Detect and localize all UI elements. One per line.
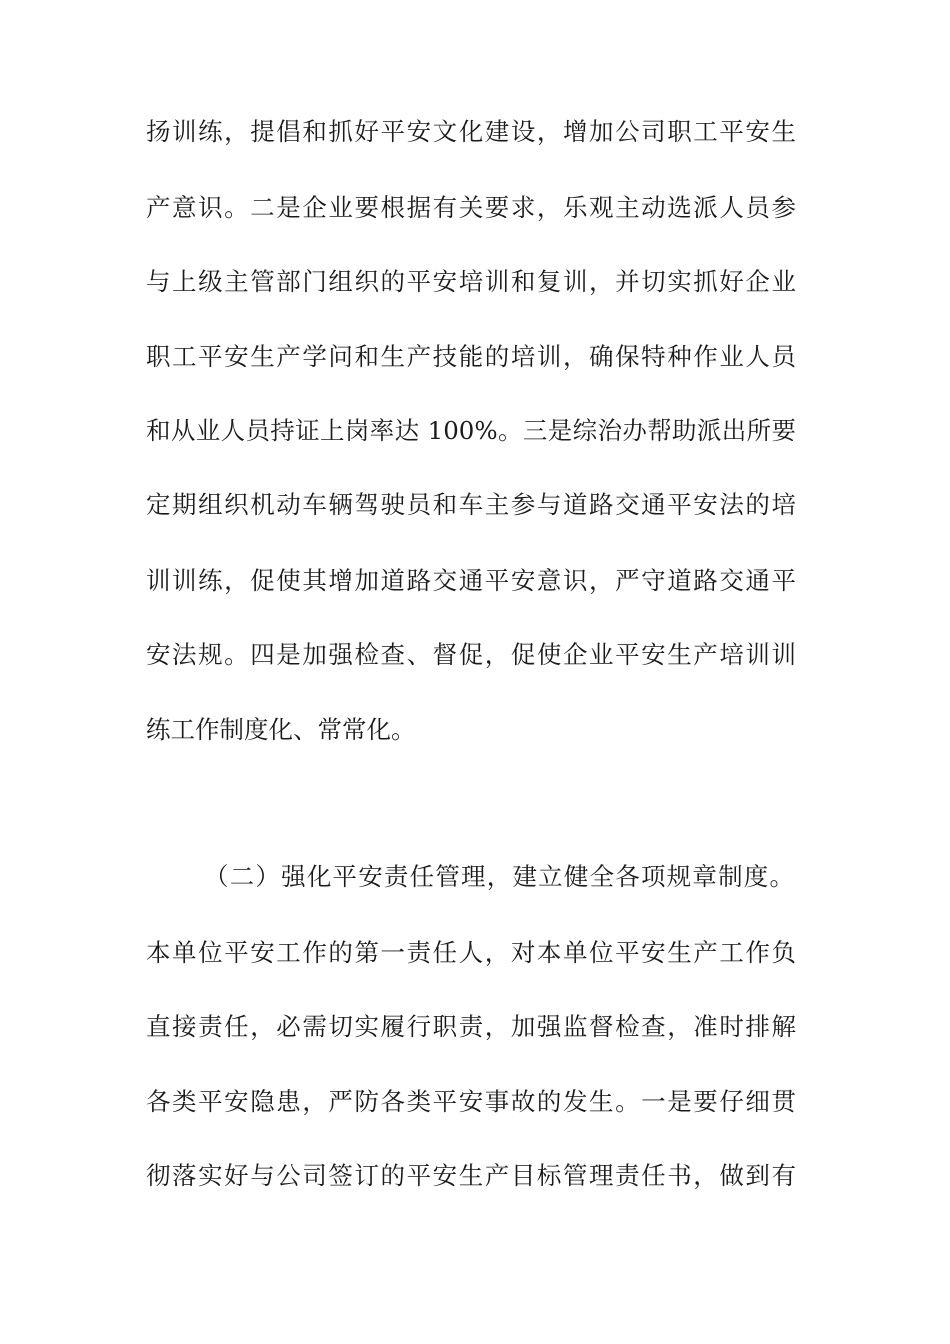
text-line: 训训练，促使其增加道路交通平安意识，严守道路交通平 (146, 566, 796, 595)
text-line: 安法规。四是加强检查、督促，促使企业平安生产培训训 (146, 640, 796, 669)
text-line: 彻落实好与公司签订的平安生产目标管理责任书，做到有 (146, 1161, 796, 1190)
text-line: 与上级主管部门组织的平安培训和复训，并切实抓好企业 (146, 267, 796, 296)
text-line: 职工平安生产学问和生产技能的培训，确保特种作业人员 (146, 342, 796, 371)
section-heading: （二）强化平安责任管理，建立健全各项规章制度。 (204, 862, 794, 891)
text-line: 定期组织机动车辆驾驶员和车主参与道路交通平安法的培 (146, 490, 796, 519)
text-line: 产意识。二是企业要根据有关要求，乐观主动选派人员参 (146, 193, 796, 222)
text-line: 本单位平安工作的第一责任人，对本单位平安生产工作负 (146, 938, 796, 967)
text-line: 各类平安隐患，严防各类平安事故的发生。一是要仔细贯 (146, 1087, 796, 1116)
text-line: 直接责任，必需切实履行职责，加强监督检查，准时排解 (146, 1012, 796, 1041)
text-line: 和从业人员持证上岗率达 100%。三是综治办帮助派出所要 (146, 416, 796, 445)
text-line: 扬训练，提倡和抓好平安文化建设，增加公司职工平安生 (146, 117, 796, 146)
text-line: 练工作制度化、常常化。 (146, 715, 416, 744)
